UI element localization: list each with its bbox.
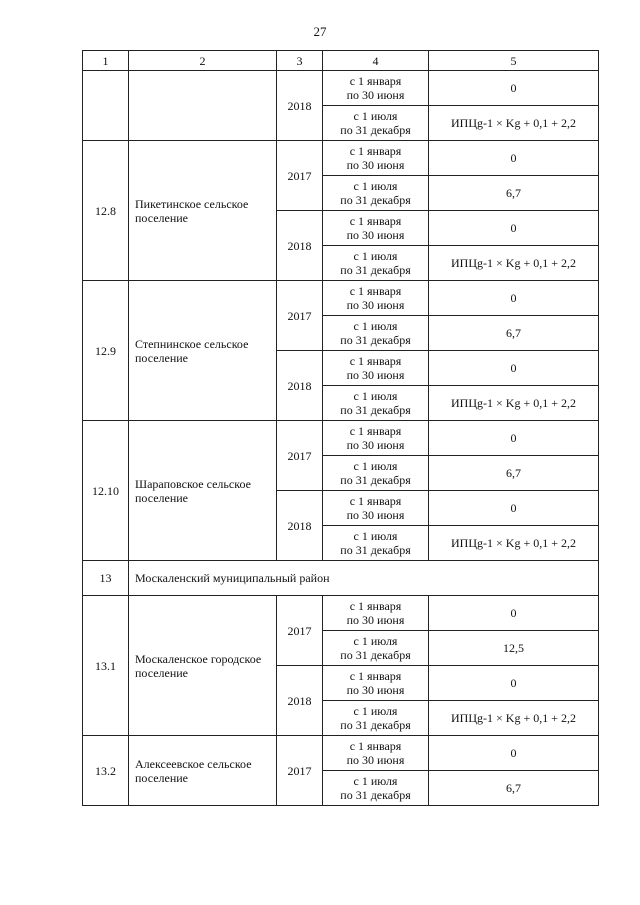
header-col-3: 3: [277, 51, 323, 71]
year-cell: 2017: [277, 281, 323, 351]
period-cell: с 1 января по 30 июня: [346, 739, 405, 767]
value-cell: 0: [429, 596, 599, 631]
formula-cell: ИПЦg-1 × Kg + 0,1 + 2,2: [429, 106, 599, 141]
period-cell: с 1 июля по 31 декабря: [340, 249, 411, 277]
period-cell: с 1 января по 30 июня: [346, 214, 405, 242]
table-row: [83, 596, 599, 631]
period-cell: с 1 января по 30 июня: [346, 284, 405, 312]
table-row: [83, 281, 599, 316]
year-cell: 2018: [277, 491, 323, 561]
row-number: 12.10: [83, 421, 129, 561]
row-number: 12.9: [83, 281, 129, 421]
period-cell: с 1 июля по 31 декабря: [340, 704, 411, 732]
section-row: [83, 561, 599, 596]
cont-name-cell: [129, 71, 277, 141]
value-cell: 6,7: [429, 456, 599, 491]
period-cell: с 1 июля по 31 декабря: [340, 109, 411, 137]
value-cell: 0: [429, 71, 599, 106]
value-cell: 0: [429, 141, 599, 176]
year-cell: 2018: [277, 71, 323, 141]
value-cell: 0: [429, 211, 599, 246]
year-cell: 2017: [277, 421, 323, 491]
value-cell: 6,7: [429, 771, 599, 806]
period-cell: с 1 января по 30 июня: [346, 669, 405, 697]
value-cell: 6,7: [429, 316, 599, 351]
period-cell: с 1 января по 30 июня: [346, 144, 405, 172]
period-cell: с 1 июля по 31 декабря: [340, 529, 411, 557]
row-number: 12.8: [83, 141, 129, 281]
formula-cell: ИПЦg-1 × Kg + 0,1 + 2,2: [429, 526, 599, 561]
tariff-table: [82, 50, 599, 806]
settlement-name: Пикетинское сельское поселение: [129, 141, 277, 281]
year-cell: 2017: [277, 596, 323, 666]
value-cell: 0: [429, 281, 599, 316]
value-cell: 0: [429, 491, 599, 526]
row-number: 13.2: [83, 736, 129, 806]
table-row: [83, 736, 599, 771]
period-cell: с 1 июля по 31 декабря: [340, 634, 411, 662]
period-cell: с 1 июля по 31 декабря: [340, 774, 411, 802]
year-cell: 2018: [277, 211, 323, 281]
row-number: 13: [83, 561, 129, 596]
period-cell: с 1 января по 30 июня: [346, 354, 405, 382]
value-cell: 12,5: [429, 631, 599, 666]
settlement-name: Степнинское сельское поселение: [129, 281, 277, 421]
table-row: [83, 421, 599, 456]
table-row: [83, 141, 599, 176]
settlement-name: Шараповское сельское поселение: [129, 421, 277, 561]
formula-cell: ИПЦg-1 × Kg + 0,1 + 2,2: [429, 701, 599, 736]
table-row: [83, 71, 599, 106]
year-cell: 2018: [277, 666, 323, 736]
page-number: 27: [313, 24, 327, 39]
cont-num-cell: [83, 71, 129, 141]
year-cell: 2018: [277, 351, 323, 421]
value-cell: 0: [429, 666, 599, 701]
settlement-name: Москаленское городское поселение: [129, 596, 277, 736]
settlement-name: Алексеевское сельское поселение: [129, 736, 277, 806]
period-cell: с 1 июля по 31 декабря: [340, 459, 411, 487]
value-cell: 0: [429, 351, 599, 386]
period-cell: с 1 января по 30 июня: [346, 74, 405, 102]
value-cell: 0: [429, 736, 599, 771]
header-col-5: 5: [429, 51, 599, 71]
period-cell: с 1 июля по 31 декабря: [340, 319, 411, 347]
value-cell: 6,7: [429, 176, 599, 211]
period-cell: с 1 января по 30 июня: [346, 599, 405, 627]
period-cell: с 1 июля по 31 декабря: [340, 179, 411, 207]
header-col-4: 4: [323, 51, 429, 71]
year-cell: 2017: [277, 141, 323, 211]
table-header-row: [83, 51, 599, 71]
period-cell: с 1 января по 30 июня: [346, 424, 405, 452]
district-name: Москаленский муниципальный район: [129, 561, 599, 596]
header-col-2: 2: [129, 51, 277, 71]
value-cell: 0: [429, 421, 599, 456]
formula-cell: ИПЦg-1 × Kg + 0,1 + 2,2: [429, 246, 599, 281]
year-cell: 2017: [277, 736, 323, 806]
header-col-1: 1: [83, 51, 129, 71]
period-cell: с 1 января по 30 июня: [346, 494, 405, 522]
row-number: 13.1: [83, 596, 129, 736]
period-cell: с 1 июля по 31 декабря: [340, 389, 411, 417]
formula-cell: ИПЦg-1 × Kg + 0,1 + 2,2: [429, 386, 599, 421]
